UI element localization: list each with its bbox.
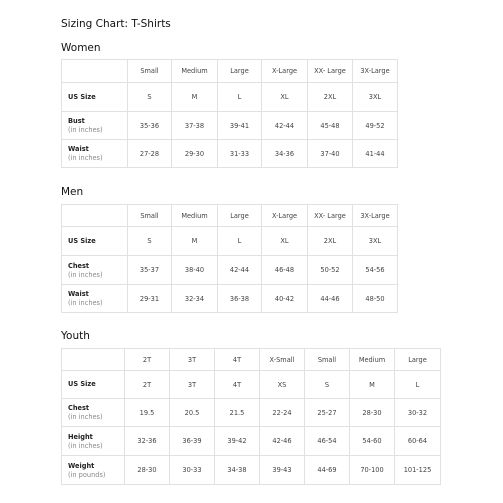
table-cell: 44-46 xyxy=(308,285,353,313)
table-cell: 29-30 xyxy=(172,140,218,168)
column-header: Small xyxy=(305,349,350,371)
column-header: XX- Large xyxy=(308,60,353,83)
table-cell: 37-38 xyxy=(172,112,218,140)
table-cell: 46-48 xyxy=(262,256,308,285)
table-cell: 35-36 xyxy=(128,112,172,140)
table-cell: 101-125 xyxy=(395,456,441,485)
table-cell: 39-42 xyxy=(215,427,260,456)
table-cell: 40-42 xyxy=(262,285,308,313)
table-cell: 39-41 xyxy=(218,112,262,140)
row-label-cell xyxy=(62,285,128,313)
column-header: Large xyxy=(218,205,262,227)
women-size-table xyxy=(61,59,398,168)
table-cell: 2XL xyxy=(308,227,353,256)
row-label: Weight xyxy=(68,461,95,470)
row-label: US Size xyxy=(68,236,96,245)
column-header: X-Large xyxy=(262,205,308,227)
row-label: US Size xyxy=(68,380,96,388)
table-cell: 54-56 xyxy=(353,256,398,285)
table-cell: 28-30 xyxy=(125,456,170,485)
table-cell: 4T xyxy=(215,371,260,399)
table-cell: 34-36 xyxy=(262,140,308,168)
table-cell: 38-40 xyxy=(172,256,218,285)
column-header: 3X-Large xyxy=(353,205,398,227)
table-cell: 3XL xyxy=(353,83,398,112)
table-cell: 29-31 xyxy=(128,285,172,313)
column-header: Small xyxy=(128,205,172,227)
column-header: X-Large xyxy=(262,60,308,83)
row-label-cell xyxy=(62,227,128,256)
table-cell: 19.5 xyxy=(125,399,170,427)
row-label: Waist xyxy=(68,290,89,298)
table-row xyxy=(62,140,398,168)
row-label-cell xyxy=(62,371,125,399)
row-label: US Size xyxy=(68,92,96,101)
table-cell: 60-64 xyxy=(395,427,441,456)
column-header: Medium xyxy=(350,349,395,371)
table-cell: M xyxy=(350,371,395,399)
table-cell: 49-52 xyxy=(353,112,398,140)
table-cell: 32-34 xyxy=(172,285,218,313)
table-cell: 2XL xyxy=(308,83,353,112)
row-label: Bust xyxy=(68,117,85,125)
table-cell: 3T xyxy=(170,371,215,399)
column-header: 3T xyxy=(170,349,215,371)
table-cell: 32-36 xyxy=(125,427,170,456)
corner-cell xyxy=(62,205,128,227)
men-size-table xyxy=(61,204,398,313)
table-cell: 70-100 xyxy=(350,456,395,485)
row-label: Height xyxy=(68,432,93,441)
table-cell: 54-60 xyxy=(350,427,395,456)
table-cell: 20.5 xyxy=(170,399,215,427)
corner-cell xyxy=(62,349,125,371)
row-label-cell xyxy=(62,83,128,112)
table-cell: S xyxy=(305,371,350,399)
table-cell: 50-52 xyxy=(308,256,353,285)
table-cell: 25-27 xyxy=(305,399,350,427)
table-cell: 22-24 xyxy=(260,399,305,427)
section-title-youth: Youth xyxy=(61,330,90,342)
column-header: Medium xyxy=(172,60,218,83)
row-unit: (in inches) xyxy=(68,154,103,162)
row-unit: (in inches) xyxy=(68,270,103,279)
table-cell: 35-37 xyxy=(128,256,172,285)
corner-cell xyxy=(62,60,128,83)
table-cell: 21.5 xyxy=(215,399,260,427)
row-label-cell xyxy=(62,427,125,456)
table-cell: XS xyxy=(260,371,305,399)
table-cell: 42-46 xyxy=(260,427,305,456)
table-cell: 42-44 xyxy=(262,112,308,140)
table-cell: 45-48 xyxy=(308,112,353,140)
table-row xyxy=(62,256,398,285)
table-cell: 36-38 xyxy=(218,285,262,313)
table-cell: L xyxy=(395,371,441,399)
table-cell: 27-28 xyxy=(128,140,172,168)
table-row xyxy=(62,83,398,112)
row-unit: (in inches) xyxy=(68,126,103,134)
row-label: Chest xyxy=(68,261,90,270)
table-cell: 44-69 xyxy=(305,456,350,485)
table-row xyxy=(62,456,441,485)
table-cell: L xyxy=(218,83,262,112)
section-title-men: Men xyxy=(61,186,84,198)
table-cell: 3XL xyxy=(353,227,398,256)
row-unit: (in inches) xyxy=(68,299,103,307)
row-label: Waist xyxy=(68,145,89,153)
table-cell: L xyxy=(218,227,262,256)
table-cell: 37-40 xyxy=(308,140,353,168)
column-header: X-Small xyxy=(260,349,305,371)
table-row xyxy=(62,399,441,427)
table-cell: 34-38 xyxy=(215,456,260,485)
page-title: Sizing Chart: T-Shirts xyxy=(61,18,171,30)
column-header: Medium xyxy=(172,205,218,227)
column-header: 3X-Large xyxy=(353,60,398,83)
table-cell: M xyxy=(172,83,218,112)
table-row xyxy=(62,427,441,456)
table-cell: S xyxy=(128,227,172,256)
column-header: 4T xyxy=(215,349,260,371)
row-unit: (in pounds) xyxy=(68,470,106,479)
table-cell: S xyxy=(128,83,172,112)
row-label-cell xyxy=(62,456,125,485)
section-title-women: Women xyxy=(61,42,101,54)
column-header: Large xyxy=(218,60,262,83)
table-cell: 30-32 xyxy=(395,399,441,427)
row-unit: (in inches) xyxy=(68,413,103,421)
table-cell: 41-44 xyxy=(353,140,398,168)
table-cell: XL xyxy=(262,227,308,256)
table-header-row xyxy=(62,349,441,371)
table-header-row xyxy=(62,60,398,83)
column-header: XX- Large xyxy=(308,205,353,227)
row-label: Chest xyxy=(68,404,90,412)
table-cell: XL xyxy=(262,83,308,112)
column-header: Large xyxy=(395,349,441,371)
row-unit: (in inches) xyxy=(68,441,103,450)
table-cell: 30-33 xyxy=(170,456,215,485)
column-header: 2T xyxy=(125,349,170,371)
row-label-cell xyxy=(62,399,125,427)
table-cell: 2T xyxy=(125,371,170,399)
column-header: Small xyxy=(128,60,172,83)
table-row xyxy=(62,371,441,399)
row-label-cell xyxy=(62,140,128,168)
table-cell: 31-33 xyxy=(218,140,262,168)
table-cell: 36-39 xyxy=(170,427,215,456)
table-cell: M xyxy=(172,227,218,256)
table-cell: 46-54 xyxy=(305,427,350,456)
table-cell: 48-50 xyxy=(353,285,398,313)
table-cell: 28-30 xyxy=(350,399,395,427)
youth-size-table xyxy=(61,348,441,485)
table-row xyxy=(62,227,398,256)
table-cell: 39-43 xyxy=(260,456,305,485)
row-label-cell xyxy=(62,112,128,140)
table-row xyxy=(62,285,398,313)
table-cell: 42-44 xyxy=(218,256,262,285)
table-header-row xyxy=(62,205,398,227)
row-label-cell xyxy=(62,256,128,285)
table-row xyxy=(62,112,398,140)
